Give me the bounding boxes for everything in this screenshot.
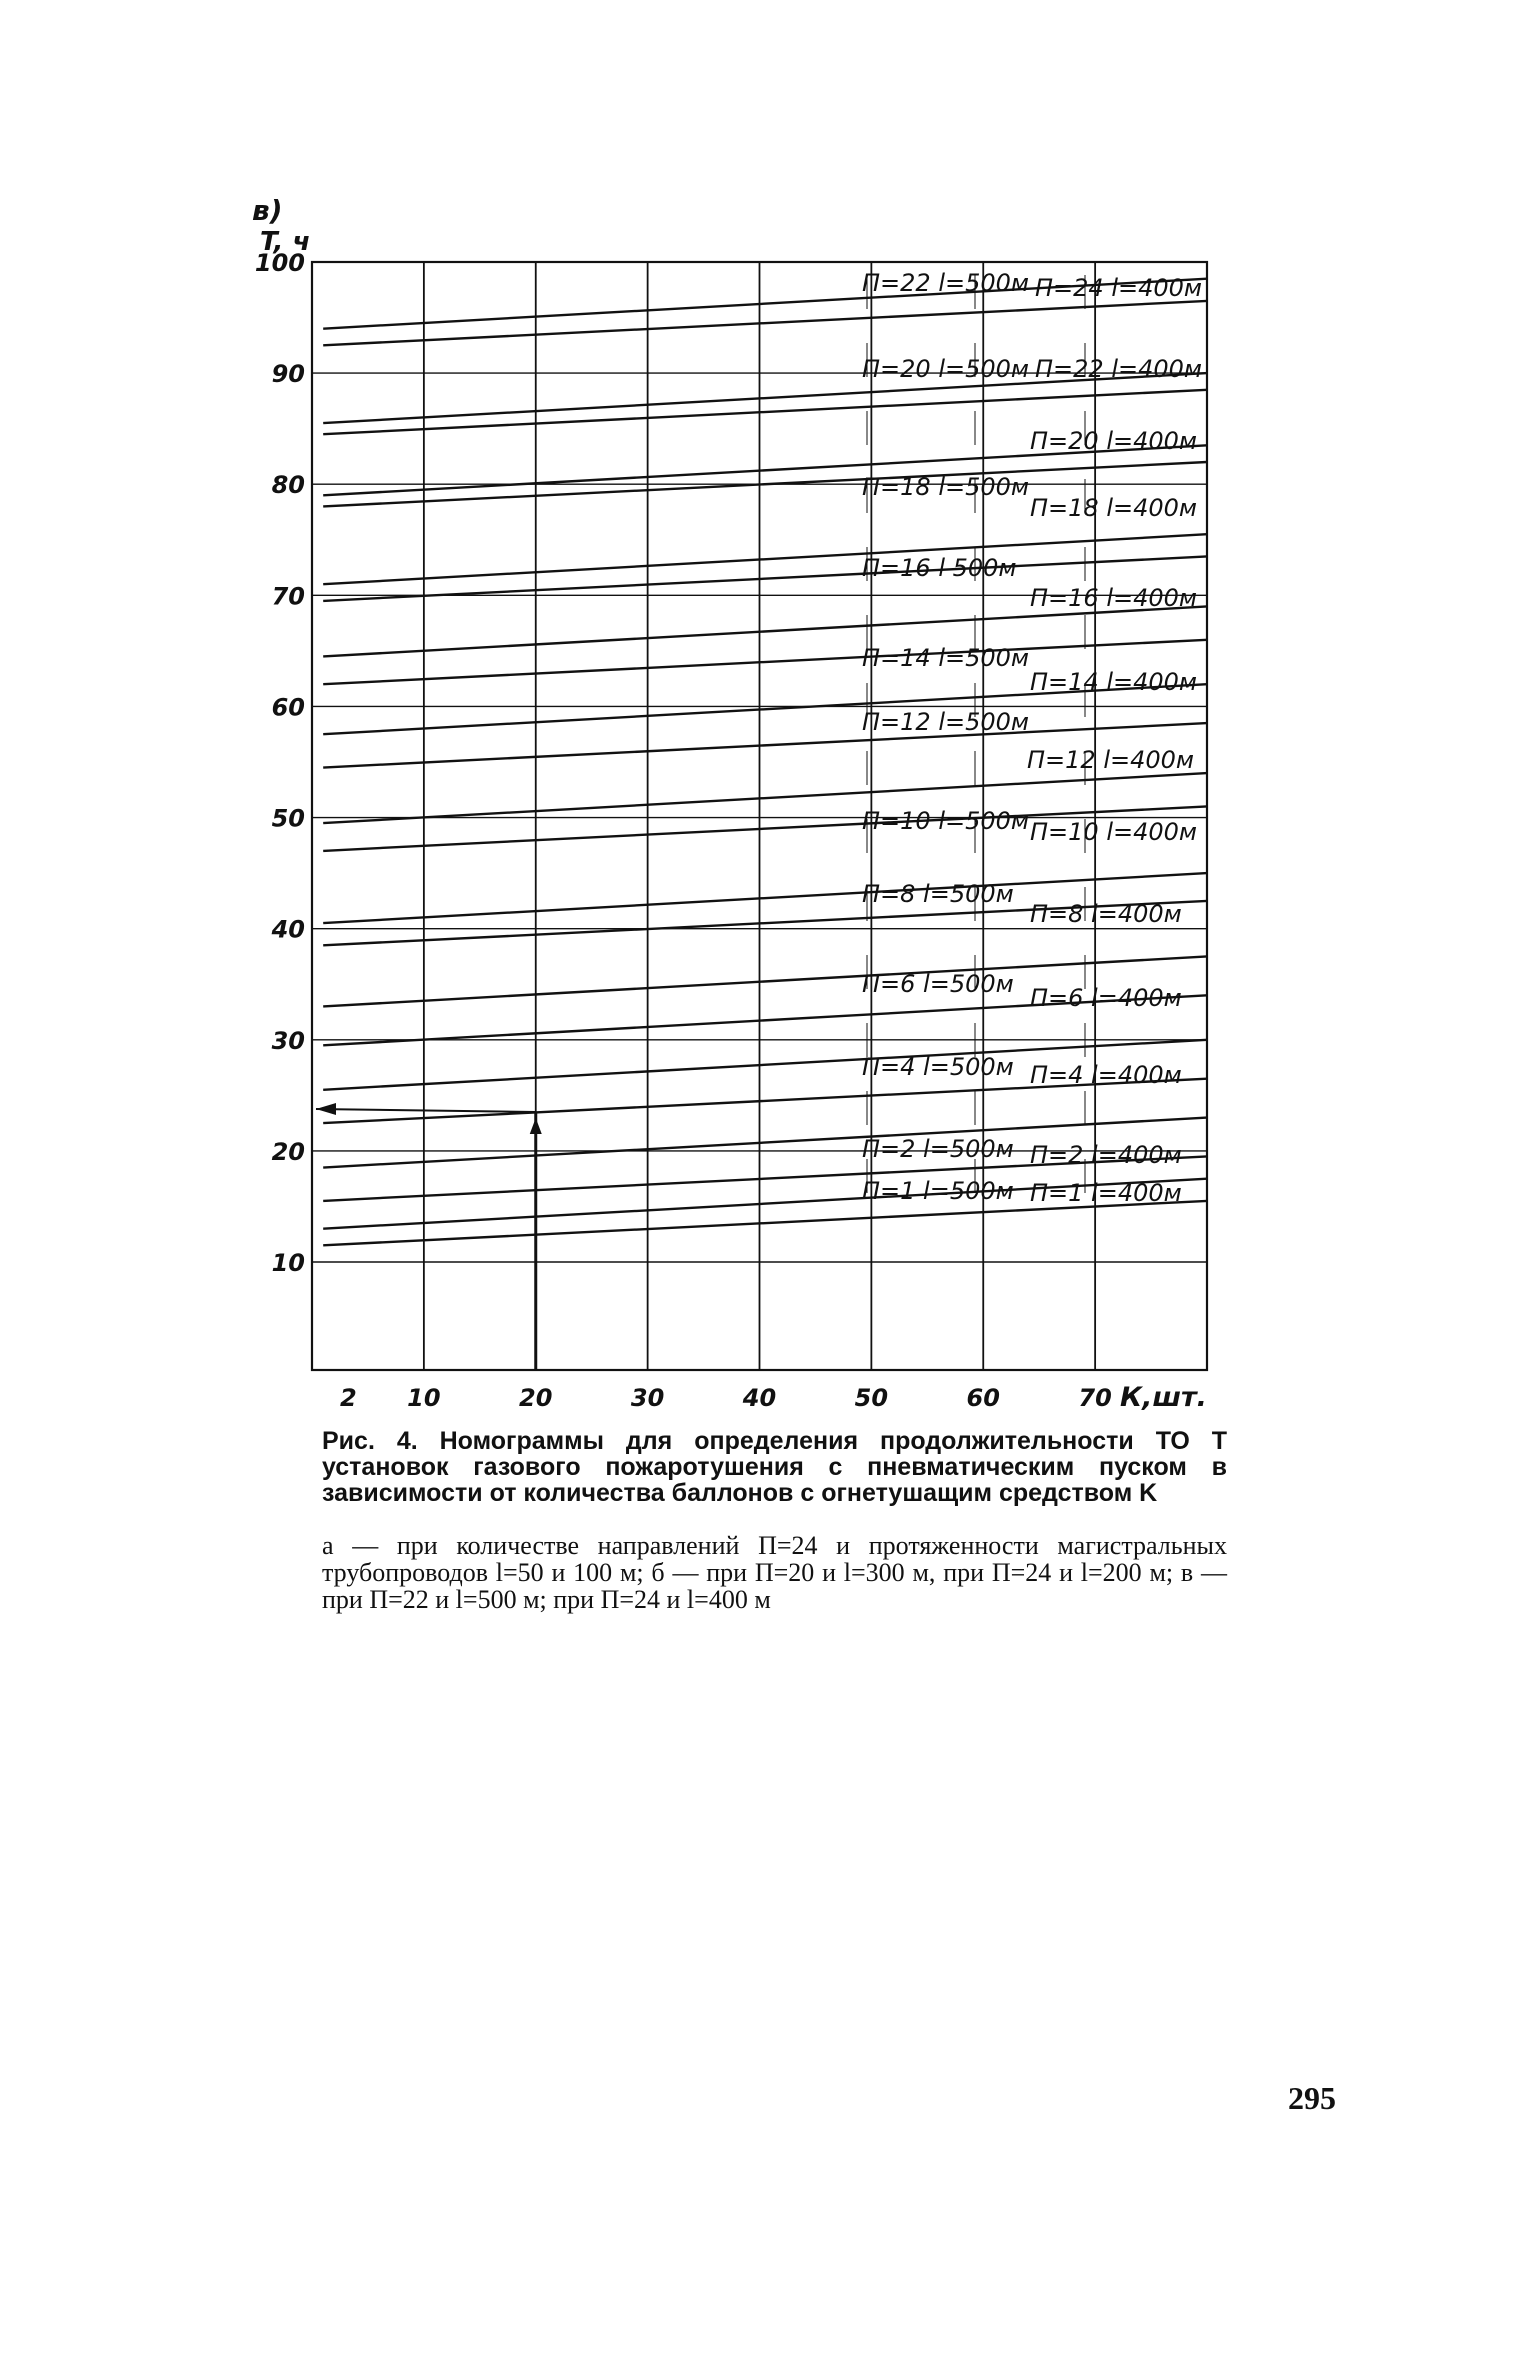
series-annotation-label: П=20 l=400м: [1030, 427, 1198, 455]
series-line: [323, 606, 1207, 656]
series-annotation-label: П=6 l=400м: [1030, 984, 1182, 1012]
y-tick-label: 40: [271, 915, 305, 944]
figure-caption: [322, 1428, 1227, 1613]
series-annotation-label: П=1 l=500м: [862, 1177, 1014, 1205]
x-tick-label: 2: [340, 1384, 357, 1412]
series-annotation-label: П=20 l=500м: [862, 355, 1030, 383]
x-tick-label: 20: [519, 1384, 553, 1412]
page-number: 295: [1288, 2080, 1336, 2116]
series-line: [323, 773, 1207, 823]
series-annotation-label: П=22 l=500м: [862, 269, 1030, 297]
x-tick-label: 70: [1078, 1384, 1112, 1412]
y-tick-label: 80: [271, 471, 305, 500]
y-tick-label: 50: [271, 804, 305, 833]
series-annotation-label: П=8 l=500м: [862, 880, 1014, 908]
series-annotation-label: П=12 l=500м: [862, 708, 1030, 736]
series-annotation-label: П=10 l=400м: [1030, 818, 1198, 846]
series-annotation-label: П=16 l 500м: [862, 554, 1017, 582]
series-annotation-label: П=8 l=400м: [1030, 900, 1182, 928]
y-tick-label: 90: [271, 360, 305, 389]
chart-annotations: [862, 269, 1202, 1210]
x-tick-label: 10: [407, 1384, 441, 1412]
series-annotation-label: П=10 l=500м: [862, 807, 1030, 835]
series-line: [323, 534, 1207, 584]
series-annotation-label: П=18 l=400м: [1030, 494, 1198, 522]
y-tick-label: 100: [254, 249, 305, 277]
series-annotation-label: П=4 l=400м: [1030, 1061, 1182, 1089]
series-annotation-label: П=22 l=400м: [1035, 355, 1203, 383]
series-annotation-label: П=4 l=500м: [862, 1053, 1014, 1081]
series-annotation-label: П=1 l=400м: [1030, 1179, 1182, 1207]
x-axis-label: К,шт.: [1120, 1382, 1207, 1413]
series-annotation-label: П=16 l=400м: [1030, 584, 1198, 612]
x-tick-labels: [340, 1384, 1112, 1412]
panel-label: в): [252, 194, 283, 227]
series-annotation-label: П=14 l=400м: [1030, 668, 1198, 696]
reading-arrowhead-up: [530, 1118, 542, 1134]
series-annotation-label: П=12 l=400м: [1027, 746, 1195, 774]
y-tick-label: 30: [271, 1026, 305, 1055]
x-tick-label: 40: [742, 1384, 777, 1412]
series-annotation-label: П=24 l=400м: [1035, 274, 1203, 302]
series-annotation-label: П=2 l=400м: [1030, 1141, 1182, 1169]
series-annotation-label: П=14 l=500м: [862, 644, 1030, 672]
y-tick-label: 60: [271, 693, 305, 722]
y-tick-labels: [255, 249, 305, 1277]
series-annotation-label: П=2 l=500м: [862, 1135, 1014, 1163]
caption-title: Рис. 4. Номограммы для определения продолжительности ТО T установок газового пожаротушения с пневматическим пуском в зависимости от количества баллонов с огнетушащим средством K: [322, 1427, 1227, 1507]
x-tick-label: 50: [854, 1384, 889, 1412]
series-line: [323, 1201, 1207, 1245]
caption-body: а — при количестве направлений П=24 и протяженности магистральных трубопроводов l=50 и 100 м; б — при П=20 и l=300 м, при П=24 и l=200 м; в — при П=22 и l=500 м; при П=24 и l=400 м: [322, 1531, 1227, 1614]
y-axis-label: T, ч: [260, 227, 311, 257]
series-annotation-label: П=6 l=500м: [862, 970, 1014, 998]
y-tick-label: 70: [271, 582, 305, 611]
reading-arrow-horizontal: [316, 1109, 536, 1112]
series-line: [323, 301, 1207, 345]
series-annotation-label: П=18 l=500м: [862, 473, 1030, 501]
reading-arrowhead-left: [316, 1103, 336, 1115]
y-tick-label: 10: [271, 1249, 305, 1277]
x-tick-label: 30: [630, 1384, 665, 1412]
y-tick-label: 20: [271, 1137, 305, 1166]
x-tick-label: 60: [966, 1384, 1000, 1412]
